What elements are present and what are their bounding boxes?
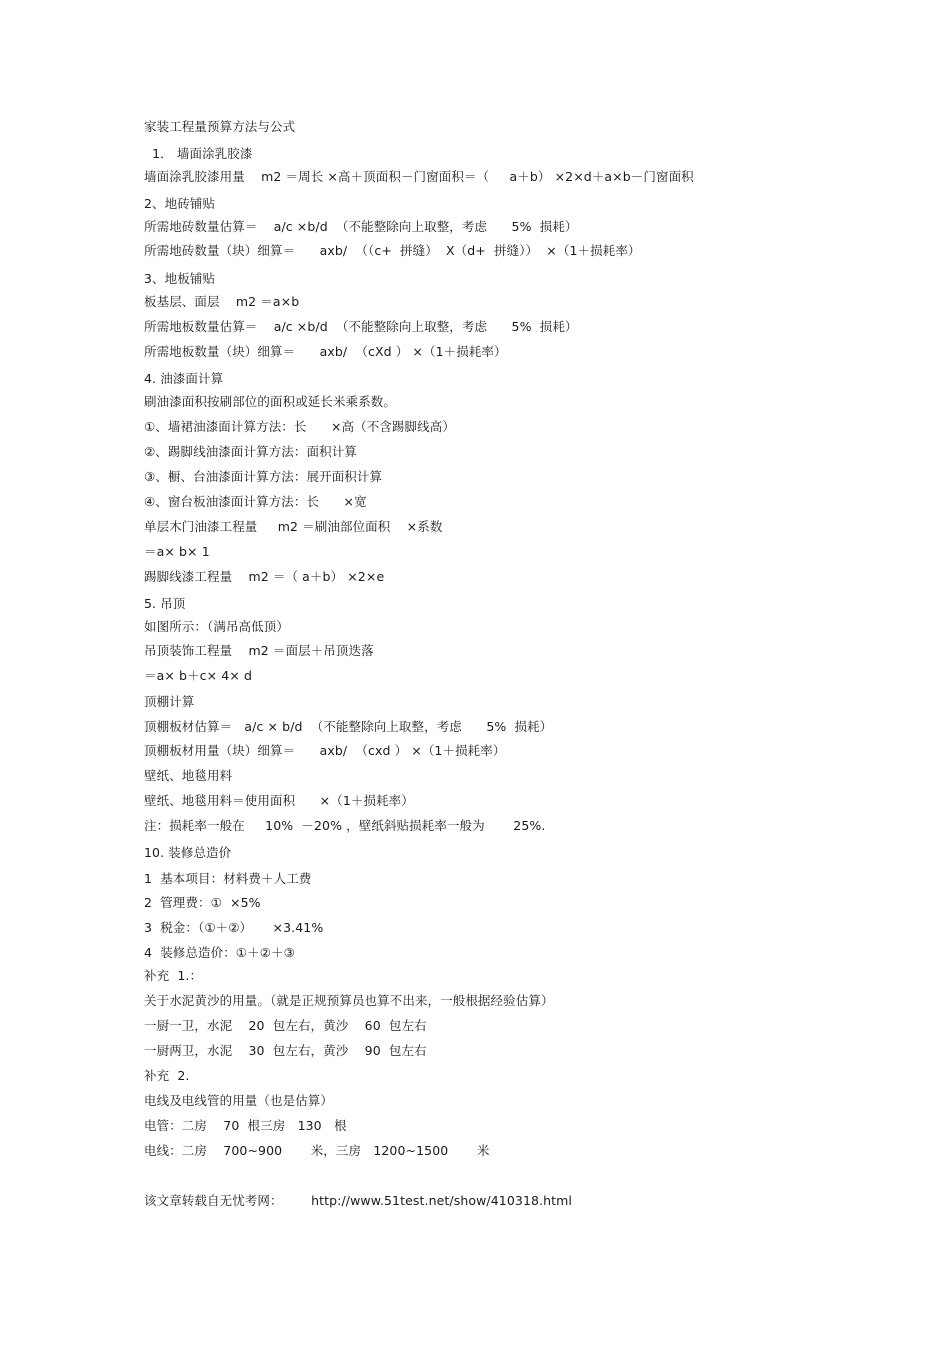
document-title: 家装工程量预算方法与公式 xyxy=(144,119,296,134)
text-line: 电线及电线管的用量（也是估算） xyxy=(144,1093,334,1108)
formula-line: 顶棚板材用量（块）细算＝ axb/ （cxd ） ×（1＋损耗率） xyxy=(144,743,506,758)
text-line: ④、窗台板油漆面计算方法：长 ×宽 xyxy=(144,494,367,509)
section-heading: 1． 墙面涂乳胶漆 xyxy=(144,146,253,161)
text-line: 一厨一卫，水泥 20 包左右，黄沙 60 包左右 xyxy=(144,1018,427,1033)
formula-line: 所需地砖数量（块）细算＝ axb/ （（c+ 拼缝） X（d+ 拼缝）） ×（1＋损耗率） xyxy=(144,243,641,258)
text-line: ①、墙裙油漆面计算方法：长 ×高（不含踢脚线高） xyxy=(144,419,455,434)
text-line: 2 管理费：① ×5% xyxy=(144,895,261,910)
formula-line: 板基层、面层 m2 ＝a×b xyxy=(144,294,300,309)
formula-line: 吊顶装饰工程量 m2 ＝面层＋吊顶迭落 xyxy=(144,643,374,658)
section-heading: 3、地板铺贴 xyxy=(144,271,216,286)
source-footer: 该文章转载自无忧考网： http://www.51test.net/show/410318.html xyxy=(144,1193,572,1208)
section-heading: 2、地砖铺贴 xyxy=(144,196,216,211)
formula-line: 墙面涂乳胶漆用量 m2 ＝周长 ×高＋顶面积－门窗面积＝（ a＋b） ×2×d＋a×b－门窗面积 xyxy=(144,169,694,184)
text-line: 一厨两卫，水泥 30 包左右，黄沙 90 包左右 xyxy=(144,1043,427,1058)
text-line: 补充 2. xyxy=(144,1068,190,1083)
text-line: 4 装修总造价：①＋②＋③ xyxy=(144,945,295,960)
text-line: 电线：二房 700~900 米，三房 1200~1500 米 xyxy=(144,1143,490,1158)
text-line: 如图所示：（满吊高低顶） xyxy=(144,619,289,634)
text-line: 壁纸、地毯用料 xyxy=(144,768,233,783)
text-line: ②、踢脚线油漆面计算方法：面积计算 xyxy=(144,444,357,459)
text-line: 注：损耗率一般在 10% －20% ，壁纸斜贴损耗率一般为 25%. xyxy=(144,818,546,833)
section-heading: 4. 油漆面计算 xyxy=(144,371,224,386)
formula-line: 顶棚板材估算＝ a/c × b/d （不能整除向上取整，考虑 5% 损耗） xyxy=(144,719,553,734)
formula-line: 壁纸、地毯用料＝使用面积 ×（1＋损耗率） xyxy=(144,793,414,808)
section-heading: 10. 装修总造价 xyxy=(144,845,232,860)
formula-line: ＝a× b＋c× 4× d xyxy=(144,668,252,683)
text-line: 3 税金：（①＋②） ×3.41% xyxy=(144,920,324,935)
section-heading: 5. 吊顶 xyxy=(144,596,186,611)
formula-line: 所需地板数量（块）细算＝ axb/ （cXd ） ×（1＋损耗率） xyxy=(144,344,507,359)
text-line: 电管：二房 70 根三房 130 根 xyxy=(144,1118,347,1133)
text-line: ③、橱、台油漆面计算方法：展开面积计算 xyxy=(144,469,383,484)
text-line: 关于水泥黄沙的用量。（就是正规预算员也算不出来，一般根据经验估算） xyxy=(144,993,554,1008)
formula-line: 踢脚线漆工程量 m2 ＝（ a＋b） ×2×e xyxy=(144,569,385,584)
formula-line: 所需地板数量估算＝ a/c ×b/d （不能整除向上取整，考虑 5% 损耗） xyxy=(144,319,578,334)
text-line: 补充 1.： xyxy=(144,968,203,983)
text-line: 刷油漆面积按刷部位的面积或延长米乘系数。 xyxy=(144,394,397,409)
text-line: 顶棚计算 xyxy=(144,694,195,709)
text-line: 1 基本项目：材料费＋人工费 xyxy=(144,871,312,886)
formula-line: 单层木门油漆工程量 m2 ＝刷油部位面积 ×系数 xyxy=(144,519,443,534)
formula-line: ＝a× b× 1 xyxy=(144,544,210,559)
formula-line: 所需地砖数量估算＝ a/c ×b/d （不能整除向上取整，考虑 5% 损耗） xyxy=(144,219,578,234)
